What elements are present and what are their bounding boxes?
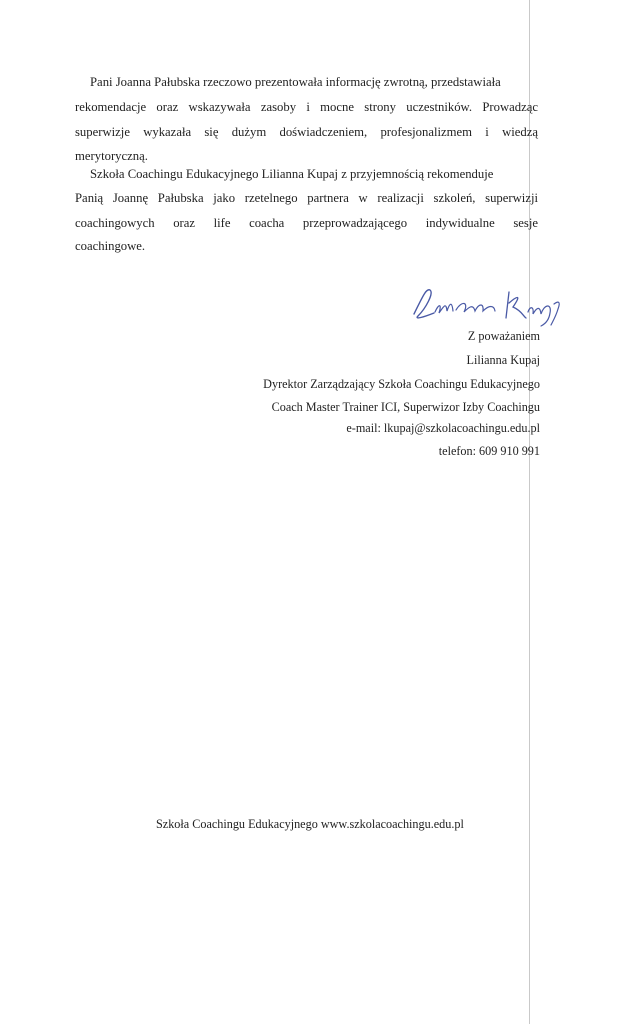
- closing-greeting: Z poważaniem: [467, 329, 540, 343]
- signatory-email: e-mail: lkupaj@szkolacoachingu.edu.pl: [346, 421, 540, 435]
- footer-text: Szkoła Coachingu Edukacyjnego www.szkolacoachingu.edu.pl: [156, 817, 464, 831]
- paragraph-2-line-4: coachingowe.: [75, 239, 146, 253]
- paragraph-1-line-1: Pani Joanna Pałubska rzeczowo prezentowała informację zwrotną, przedstawiała: [90, 75, 501, 89]
- paragraph-2-line-2: Panią Joannę Pałubska jako rzetelnego partnera w realizacji szkoleń, superwizji: [75, 191, 538, 205]
- signatory-title-1: Dyrektor Zarządzający Szkoła Coachingu Edukacyjnego: [263, 377, 540, 391]
- paragraph-2-line-3: coachingowych oraz life coacha przeprowadzającego indywidualne sesje: [75, 216, 538, 230]
- paragraph-1-line-4: merytoryczną.: [75, 149, 148, 163]
- signatory-name: Lilianna Kupaj: [466, 353, 540, 367]
- paragraph-1-line-2: rekomendacje oraz wskazywała zasoby i mocne strony uczestników. Prowadząc: [75, 100, 538, 114]
- paragraph-1-line-3: superwizje wykazała się dużym doświadczeniem, profesjonalizmem i wiedzą: [75, 125, 538, 139]
- handwritten-signature: [404, 278, 564, 328]
- paragraph-2-line-1: Szkoła Coachingu Edukacyjnego Lilianna Kupaj z przyjemnością rekomenduje: [90, 167, 494, 181]
- signatory-phone: telefon: 609 910 991: [438, 444, 540, 458]
- signatory-title-2: Coach Master Trainer ICI, Superwizor Izby Coachingu: [271, 400, 540, 414]
